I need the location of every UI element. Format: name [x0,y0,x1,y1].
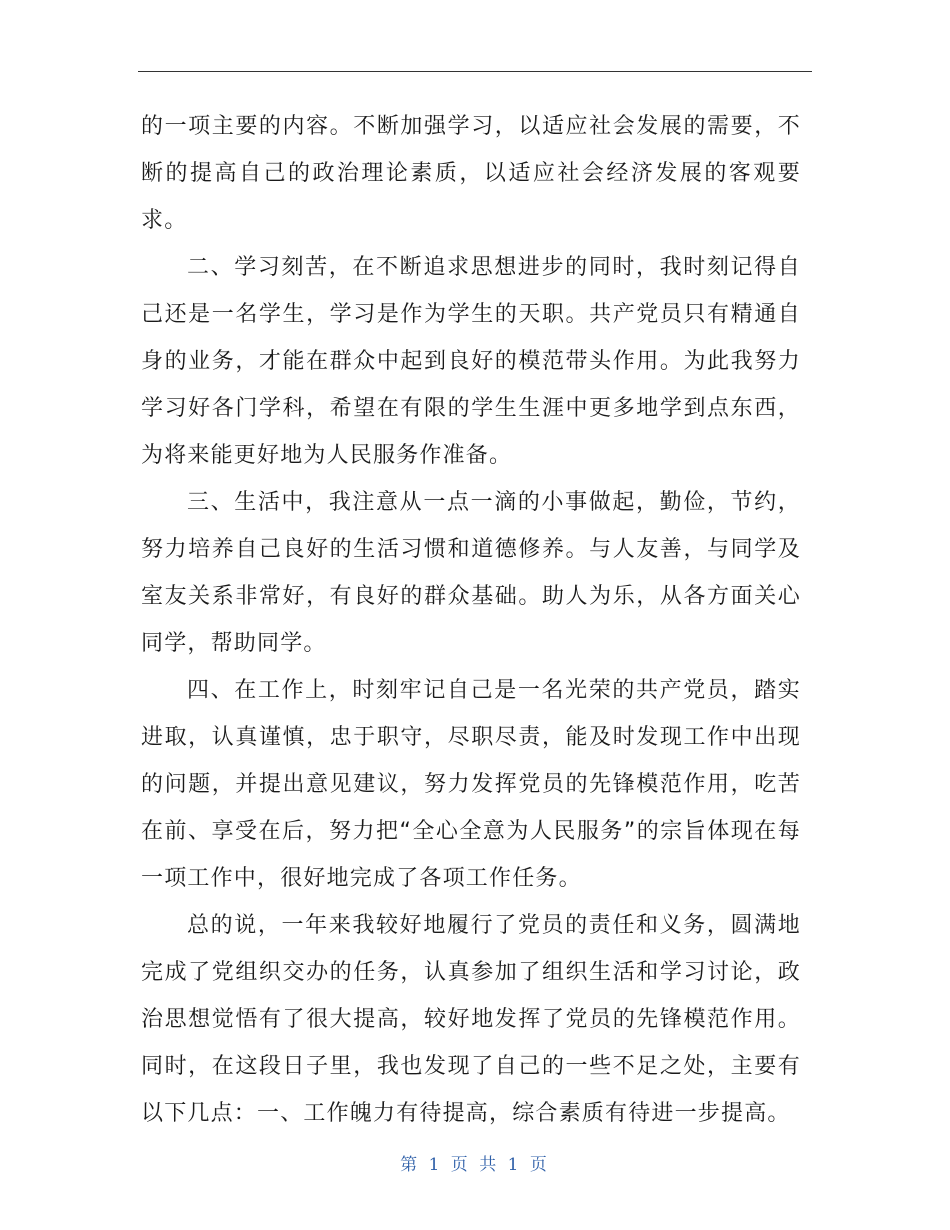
header-rule [138,71,812,72]
paragraph-summary: 总的说，一年来我较好地履行了党员的责任和义务，圆满地完成了党组织交办的任务，认真参加了组织生活和学习讨论，政治思想觉悟有了很大提高，较好地发挥了党员的先锋模范作用。同时，在这段日子里，我也发现了自己的一些不足之处，主要有以下几点：一、工作魄力有待提高，综合素质有待进一步提高。 [141,913,801,1126]
document-body [141,103,801,1137]
paragraph-work: 四、在工作上，时刻牢记自己是一名光荣的共产党员，踏实进取，认真谨慎，忠于职守，尽职尽责，能及时发现工作中出现的问题，并提出意见建议，努力发挥党员的先锋模范作用，吃苦在前、享受在后，努力把“全心全意为人民服务”的宗旨体现在每一项工作中，很好地完成了各项工作任务。 [141,678,801,891]
paragraph-continuation: 的一项主要的内容。不断加强学习，以适应社会发展的需要，不断的提高自己的政治理论素质，以适应社会经济发展的客观要求。 [141,114,801,233]
paragraph-study: 二、学习刻苦，在不断追求思想进步的同时，我时刻记得自己还是一名学生，学习是作为学生的天职。共产党员只有精通自身的业务，才能在群众中起到良好的模范带头作用。为此我努力学习好各门学科，希望在有限的学生生涯中更多地学到点东西，为将来能更好地为人民服务作准备。 [141,255,801,468]
paragraph-life: 三、生活中，我注意从一点一滴的小事做起，勤俭，节约，努力培养自己良好的生活习惯和道德修养。与人友善，与同学及室友关系非常好，有良好的群众基础。助人为乐，从各方面关心同学，帮助同学。 [141,490,801,656]
page-number-footer: 第 1 页 共 1 页 [400,1155,550,1175]
